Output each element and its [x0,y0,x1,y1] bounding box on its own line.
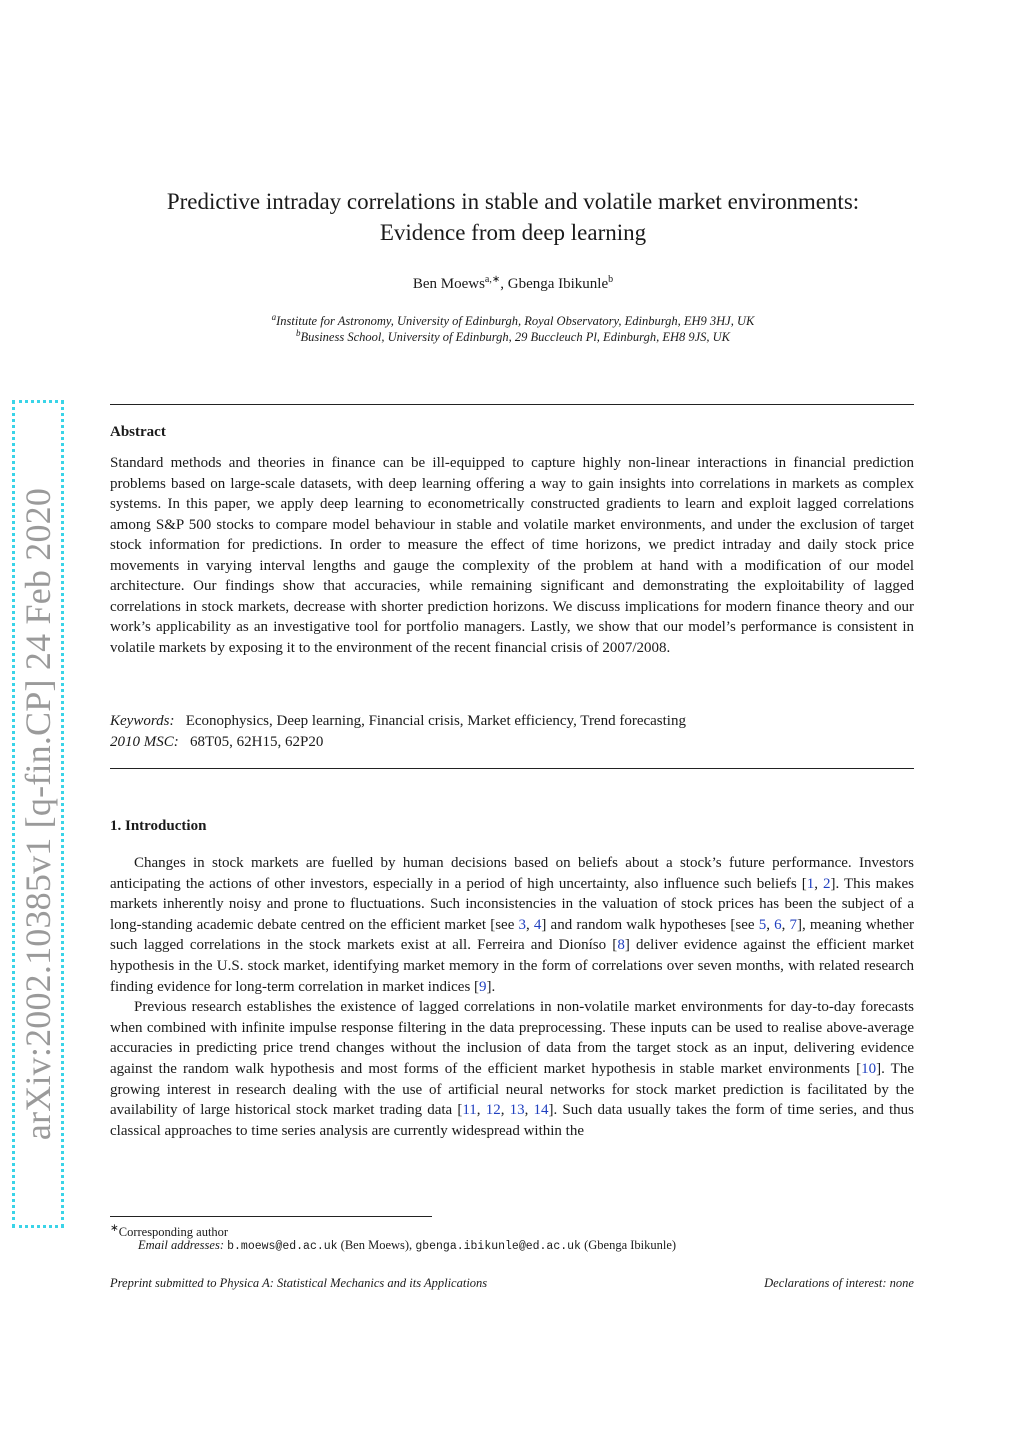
text-run: ]. This makes markets inherently noisy and prone to fluctuations. Such inconsistencies in the valuation of stock prices has been the subject of a long-standing academic debate centred on the efficient market [see [110,875,914,933]
arxiv-side-stamp [12,400,64,1228]
arxiv-identifier: arXiv:2002.10385v1 [q-fin.CP] 24 Feb 2020 [18,487,58,1141]
footnote-mark: ∗ [110,1223,119,1234]
bottom-rule [110,768,914,769]
citation-link[interactable]: 12 [485,1102,501,1119]
text-run: ], meaning whether such lagged correlations in the stock markets exist at all. Ferreira and Dioníso [ [110,916,915,954]
section-heading: 1. Introduction [110,818,207,834]
citation-link[interactable]: 10 [861,1060,877,1077]
paragraph [110,997,914,1141]
author-list: Ben Moews$^{a,∗}$, Gbenga Ibikunle$^b$ [412,274,614,292]
citation-link[interactable]: 13 [509,1102,525,1119]
citation-link[interactable]: 14 [533,1102,549,1119]
author-name: Gbenga Ibikunle [507,276,609,292]
paper-title [110,186,916,248]
abstract-heading: Abstract [110,424,166,440]
paragraph [110,853,914,997]
title-line-1: Predictive intraday correlations in stable and volatile market environments: [166,189,860,214]
citation-link[interactable]: 3 [518,916,526,933]
citation-link[interactable]: 5 [758,916,767,933]
citation-link[interactable]: 11 [462,1102,477,1119]
abstract-text: Standard methods and theories in finance can be ill-equipped to capture highly non-linear interactions in financial prediction problems based on large-scale datasets, with deep learning offering a way to gain insights into correlations in markets as complex systems. In this paper, we apply deep learning to econometrically constructed gradients to learn and exploit lagged correlations among S&P 500 stocks to compare model behaviour in stable and volatile market environments, and under the exclusion of target stock information for predictions. In order to measure the effect of time horizons, we predict intraday and daily stock price movements in varying interval lengths and gauge the complexity of the problem at hand with a modification of our model architecture. Our findings show that accuracies, while remaining significant and demonstrating the exploitability of lagged correlations in stock markets, decrease with shorter prediction horizons. We discuss implications for modern finance theory and our work’s applicability as an investigative tool for portfolio managers. Lastly, we show that our model’s performance is consistent in volatile markets by exposing it to the environment of the recent financial crisis of 2007/2008. [110,455,914,656]
citation-link[interactable]: 9 [479,978,487,995]
introduction-body [110,853,914,1141]
footnote-rule [110,1216,432,1217]
text-run: , [500,1102,510,1119]
text-run: ] and random walk hypotheses [see [541,916,759,933]
text-run: ]. Such data usually takes the form of time series, and thus classical approaches to time series analysis are currently widespread within the [110,1102,915,1139]
footnote-emails [138,1238,914,1253]
citation-link[interactable]: 1 [806,875,815,892]
msc-list: 68T05, 62H15, 62P20 [190,734,324,750]
preprint-note: Preprint submitted to Physica A: Statistical Mechanics and its Applications [110,1276,488,1290]
msc-label: 2010 MSC: [110,734,179,750]
email-label: Email addresses: [138,1238,224,1252]
keywords-list: Econophysics, Deep learning, Financial crisis, Market efficiency, Trend forecasting [185,713,686,729]
citation-link[interactable]: 7 [789,916,798,933]
affiliation [110,312,916,329]
citation-link[interactable]: 4 [533,916,542,933]
affiliation-text: Institute for Astronomy, University of Edinburgh, Royal Observatory, Edinburgh, EH9 3HJ, UK [276,314,755,329]
text-run: , [781,916,790,933]
keywords-label: Keywords: [110,713,175,729]
email-link[interactable]: gbenga.ibikunle@ed.ac.uk [415,1240,581,1253]
declarations-note: Declarations of interest: none [764,1276,914,1290]
affiliation [110,328,916,345]
citation-link[interactable]: 6 [774,916,782,933]
author-marks: b [608,274,614,285]
text-run: , [814,875,823,892]
affiliation-mark: a [271,312,277,322]
email-link[interactable]: b.moews@ed.ac.uk [227,1240,338,1253]
text-run: ]. The growing interest in research dealing with the use of artificial neural networks for stock market prediction is facilitated by the availability of large historical stock market trading data [ [110,1060,915,1119]
citation-link[interactable]: 2 [822,875,831,892]
text-run: , [766,916,775,933]
affiliation-text: Business School, University of Edinburgh, 29 Buccleuch Pl, Edinburgh, EH8 9JS, UK [300,330,731,345]
author-name: Ben Moews [412,276,485,292]
keywords [110,713,914,730]
footnote-text: Corresponding author [118,1225,229,1240]
text-run: , [476,1102,486,1119]
text-run: Previous research establishes the existence of lagged correlations in non-volatile market environments for day-to-day forecasts when combined with infinite impulse response filtering in the data preprocessing. These inputs can be used to realise above-average accuracies in predicting price trend changes without the inclusion of data from the target stock as an input, delivering evidence against the random walk hypothesis and most forms of the efficient market hypothesis in stable market environments [ [110,999,914,1077]
email-owner: (Ben Moews), [340,1238,413,1252]
text-run: Changes in stock markets are fuelled by human decisions based on beliefs about a stock’s future performance. Investors anticipating the actions of other investors, especially in a period of high uncertainty, also influence such beliefs [ [110,855,914,892]
msc-codes [110,734,914,751]
email-owner: (Gbenga Ibikunle) [584,1238,677,1252]
text-run: , [524,1102,534,1119]
title-line-2: Evidence from deep learning [379,220,647,245]
citation-link[interactable]: 8 [617,937,625,954]
text-run: ] deliver evidence against the efficient market hypothesis in the U.S. stock market, identifying market memory in the form of correlations over seven months, with related research finding evidence for long-term correlation in market indices [ [110,937,914,995]
text-run: ]. [486,978,496,995]
author-marks: a,∗ [484,274,501,285]
affiliation-mark: b [295,328,301,338]
top-rule [110,404,914,405]
text-run: , [526,916,534,933]
